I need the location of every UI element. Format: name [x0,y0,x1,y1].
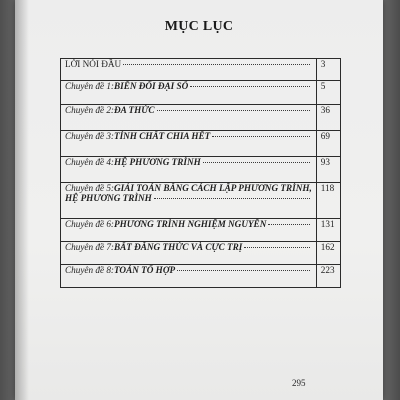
toc-topic: TOÁN TỔ HỢP [113,265,176,275]
toc-row [61,59,341,81]
toc-page-number: 93 [316,157,340,183]
toc-row [61,265,341,288]
toc-topic: GIẢI TOÁN BẰNG CÁCH LẬP PHƯƠNG TRÌNH, [113,183,312,193]
dot-leader [177,269,310,271]
toc-page-number: 223 [316,265,340,288]
toc-topic: PHƯƠNG TRÌNH NGHIỆM NGUYÊN [113,219,267,229]
dot-leader [244,246,309,248]
toc-row [61,157,341,183]
toc-page-number: 36 [316,105,340,131]
dot-leader [212,135,310,137]
toc-label: Chuyên đề 7: [65,242,114,252]
toc-topic: BẤT ĐẲNG THỨC VÀ CỰC TRỊ [113,242,243,252]
toc-label: Chuyên đề 4: [65,157,114,167]
table-of-contents [60,58,341,288]
toc-page-number: 118 [316,183,340,219]
toc-row [61,105,341,131]
page-fold-shadow [15,0,29,400]
toc-topic: ĐA THỨC [113,105,155,115]
dot-leader [268,223,309,225]
dot-leader [190,85,310,87]
toc-row [61,131,341,157]
page-title: MỤC LỤC [164,19,234,34]
toc-topic: BIẾN ĐỔI ĐẠI SỐ [113,81,189,91]
toc-row [61,183,341,219]
dot-leader [123,63,310,65]
toc-page-number: 5 [316,81,340,105]
page-number: 295 [292,378,306,388]
toc-label: Chuyên đề 1: [65,81,114,91]
toc-page-number: 131 [316,219,340,242]
toc-label: Chuyên đề 3: [65,131,114,141]
book-page [15,0,383,400]
toc-row [61,81,341,105]
toc-label: LỜI NÓI ĐẦU [65,59,122,69]
toc-row [61,219,341,242]
toc-topic: TÍNH CHẤT CHIA HẾT [113,131,211,141]
toc-label: Chuyên đề 2: [65,105,114,115]
toc-topic-continued: HỆ PHƯƠNG TRÌNH [65,193,152,203]
toc-page-number: 69 [316,131,340,157]
dot-leader [203,161,310,163]
toc-label: Chuyên đề 6: [65,219,114,229]
toc-label: Chuyên đề 8: [65,265,114,275]
dot-leader [154,197,310,199]
toc-topic: HỆ PHƯƠNG TRÌNH [113,157,201,167]
toc-page-number: 162 [316,242,340,265]
toc-page-number: 3 [316,59,340,81]
toc-row [61,242,341,265]
dot-leader [157,109,310,111]
toc-label: Chuyên đề 5: [65,183,114,193]
